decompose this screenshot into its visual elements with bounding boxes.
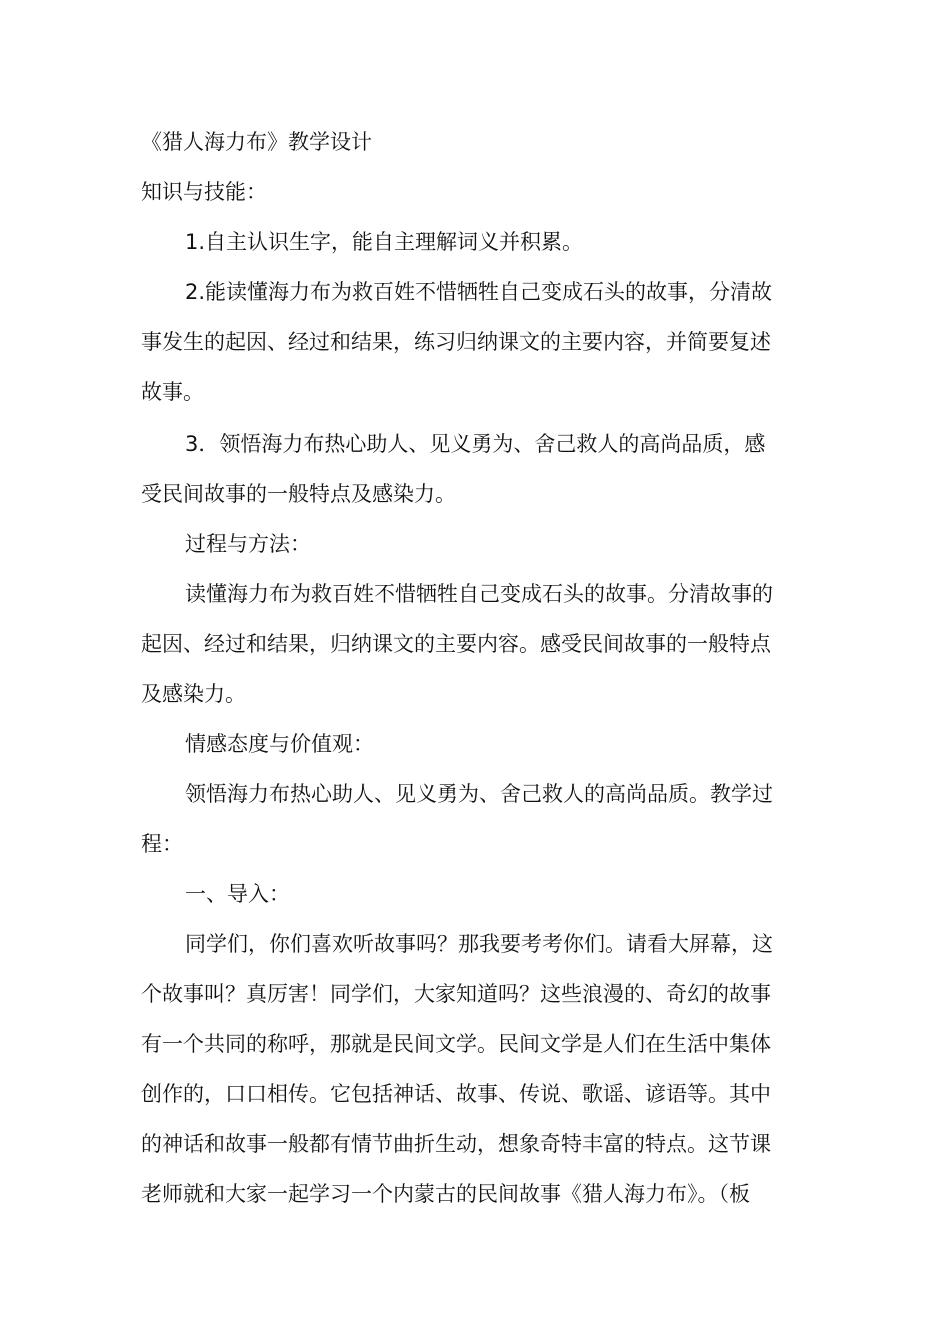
emotion-paragraph-line-2: 程：	[141, 832, 183, 856]
intro-paragraph-line-3: 有一个共同的称呼，那就是民间文学。民间文学是人们在生活中集体	[141, 1032, 771, 1056]
section-heading-knowledge: 知识与技能：	[141, 180, 267, 204]
intro-paragraph-line-5: 的神话和故事一般都有情节曲折生动，想象奇特丰富的特点。这节课	[141, 1132, 771, 1156]
intro-paragraph-line-4: 创作的，口口相传。它包括神话、故事、传说、歌谣、谚语等。其中	[141, 1082, 771, 1106]
intro-paragraph-line-2: 个故事叫？真厉害！同学们，大家知道吗？这些浪漫的、奇幻的故事	[141, 982, 771, 1006]
list-item-3-line-2: 受民间故事的一般特点及感染力。	[141, 482, 456, 506]
list-item-2-line-1: 2.能读懂海力布为救百姓不惜牺牲自己变成石头的故事，分清故	[185, 280, 773, 304]
list-item-3-line-1: 3．领悟海力布热心助人、见义勇为、舍己救人的高尚品质，感	[185, 432, 766, 456]
intro-paragraph-line-1: 同学们，你们喜欢听故事吗？那我要考考你们。请看大屏幕，这	[185, 932, 773, 956]
list-item-1: 1.自主认识生字，能自主理解词义并积累。	[185, 230, 584, 254]
list-item-2-line-2: 事发生的起因、经过和结果，练习归纳课文的主要内容，并简要复述	[141, 330, 771, 354]
intro-paragraph-line-6: 老师就和大家一起学习一个内蒙古的民间故事《猎人海力布》。（板	[141, 1182, 750, 1206]
section-heading-intro: 一、导入：	[185, 882, 290, 906]
process-paragraph-line-2: 起因、经过和结果，归纳课文的主要内容。感受民间故事的一般特点	[141, 632, 771, 656]
emotion-paragraph-line-1: 领悟海力布热心助人、见义勇为、舍己救人的高尚品质。教学过	[185, 782, 773, 806]
section-heading-process: 过程与方法：	[185, 532, 311, 556]
process-paragraph-line-1: 读懂海力布为救百姓不惜牺牲自己变成石头的故事。分清故事的	[185, 582, 773, 606]
process-paragraph-line-3: 及感染力。	[141, 682, 246, 706]
document-title: 《猎人海力布》教学设计	[141, 130, 372, 154]
section-heading-emotion: 情感态度与价值观：	[185, 732, 374, 756]
list-item-2-line-3: 故事。	[141, 380, 204, 404]
